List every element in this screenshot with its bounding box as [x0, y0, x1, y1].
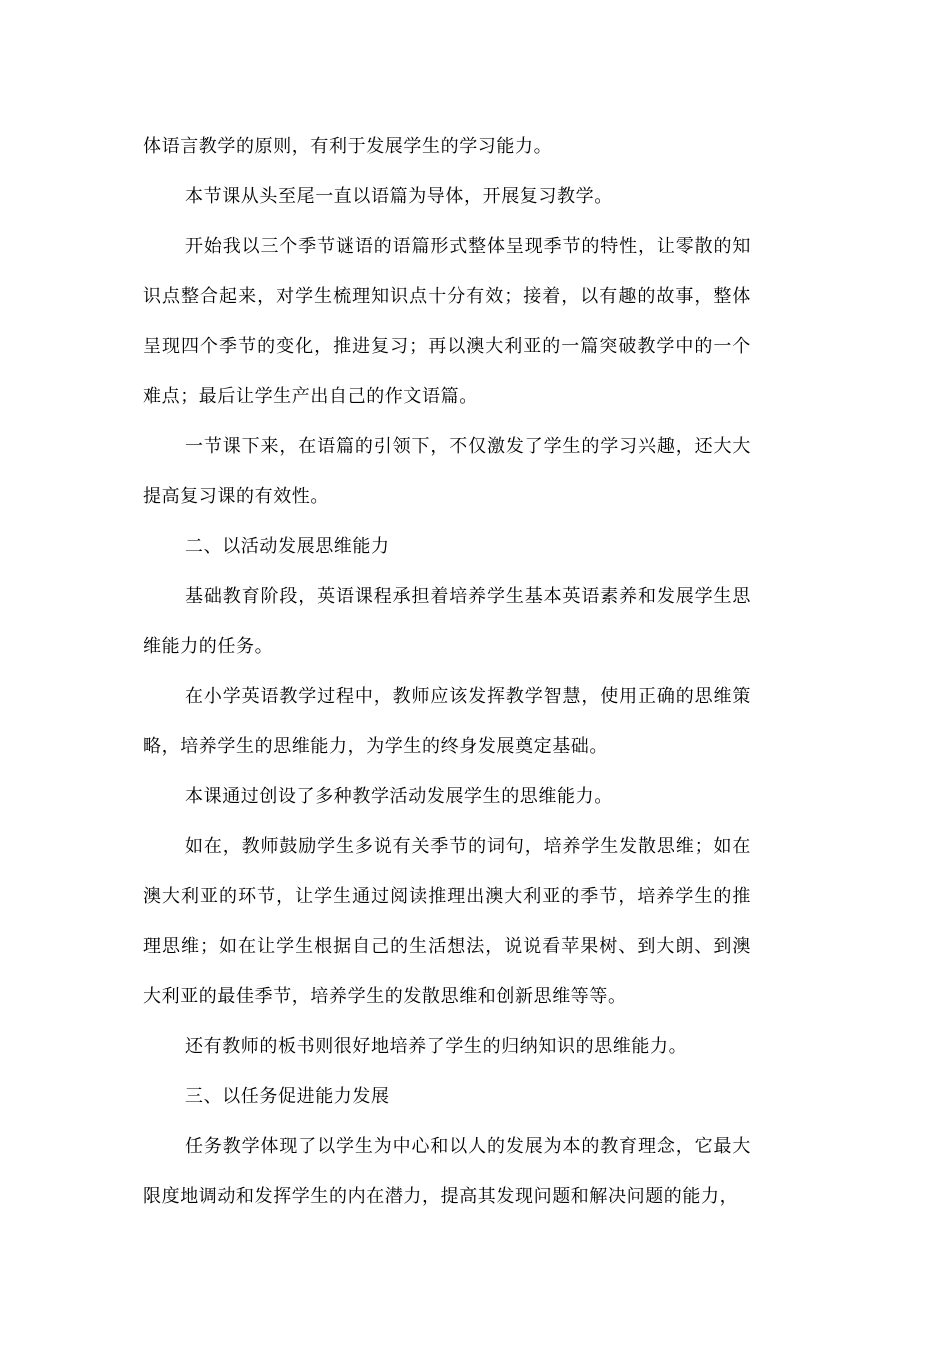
paragraph-3: 开始我以三个季节谜语的语篇形式整体呈现季节的特性，让零散的知识点整合起来，对学生梳理知识点十分有效；接着，以有趣的故事，整体呈现四个季节的变化，推进复习；再以澳大利亚的一篇突破教学中的一个难点；最后让学生产出自己的作文语篇。 — [143, 236, 751, 407]
section-heading-2: 二、以活动发展思维能力 — [185, 536, 390, 557]
paragraph-8: 如在，教师鼓励学生多说有关季节的词句，培养学生发散思维；如在澳大利亚的环节，让学生通过阅读推理出澳大利亚的季节，培养学生的推理思维；如在让学生根据自己的生活想法，说说看苹果树、到大朗、到澳大利亚的最佳季节，培养学生的发散思维和创新思维等等。 — [143, 836, 751, 1007]
paragraph-7: 本课通过创设了多种教学活动发展学生的思维能力。 — [185, 786, 613, 807]
paragraph-5: 基础教育阶段，英语课程承担着培养学生基本英语素养和发展学生思维能力的任务。 — [143, 586, 751, 657]
section-heading-3: 三、以任务促进能力发展 — [185, 1086, 390, 1107]
document-body — [143, 122, 751, 1222]
paragraph-9: 还有教师的板书则很好地培养了学生的归纳知识的思维能力。 — [185, 1036, 688, 1057]
paragraph-2: 本节课从头至尾一直以语篇为导体，开展复习教学。 — [185, 186, 613, 207]
paragraph-4: 一节课下来，在语篇的引领下，不仅激发了学生的学习兴趣，还大大提高复习课的有效性。 — [143, 436, 751, 507]
paragraph-6: 在小学英语教学过程中，教师应该发挥教学智慧，使用正确的思维策略，培养学生的思维能力，为学生的终身发展奠定基础。 — [143, 686, 751, 757]
paragraph-10: 任务教学体现了以学生为中心和以人的发展为本的教育理念，它最大限度地调动和发挥学生的内在潜力，提高其发现问题和解决问题的能力， — [143, 1136, 751, 1207]
paragraph-1: 体语言教学的原则，有利于发展学生的学习能力。 — [143, 136, 553, 157]
